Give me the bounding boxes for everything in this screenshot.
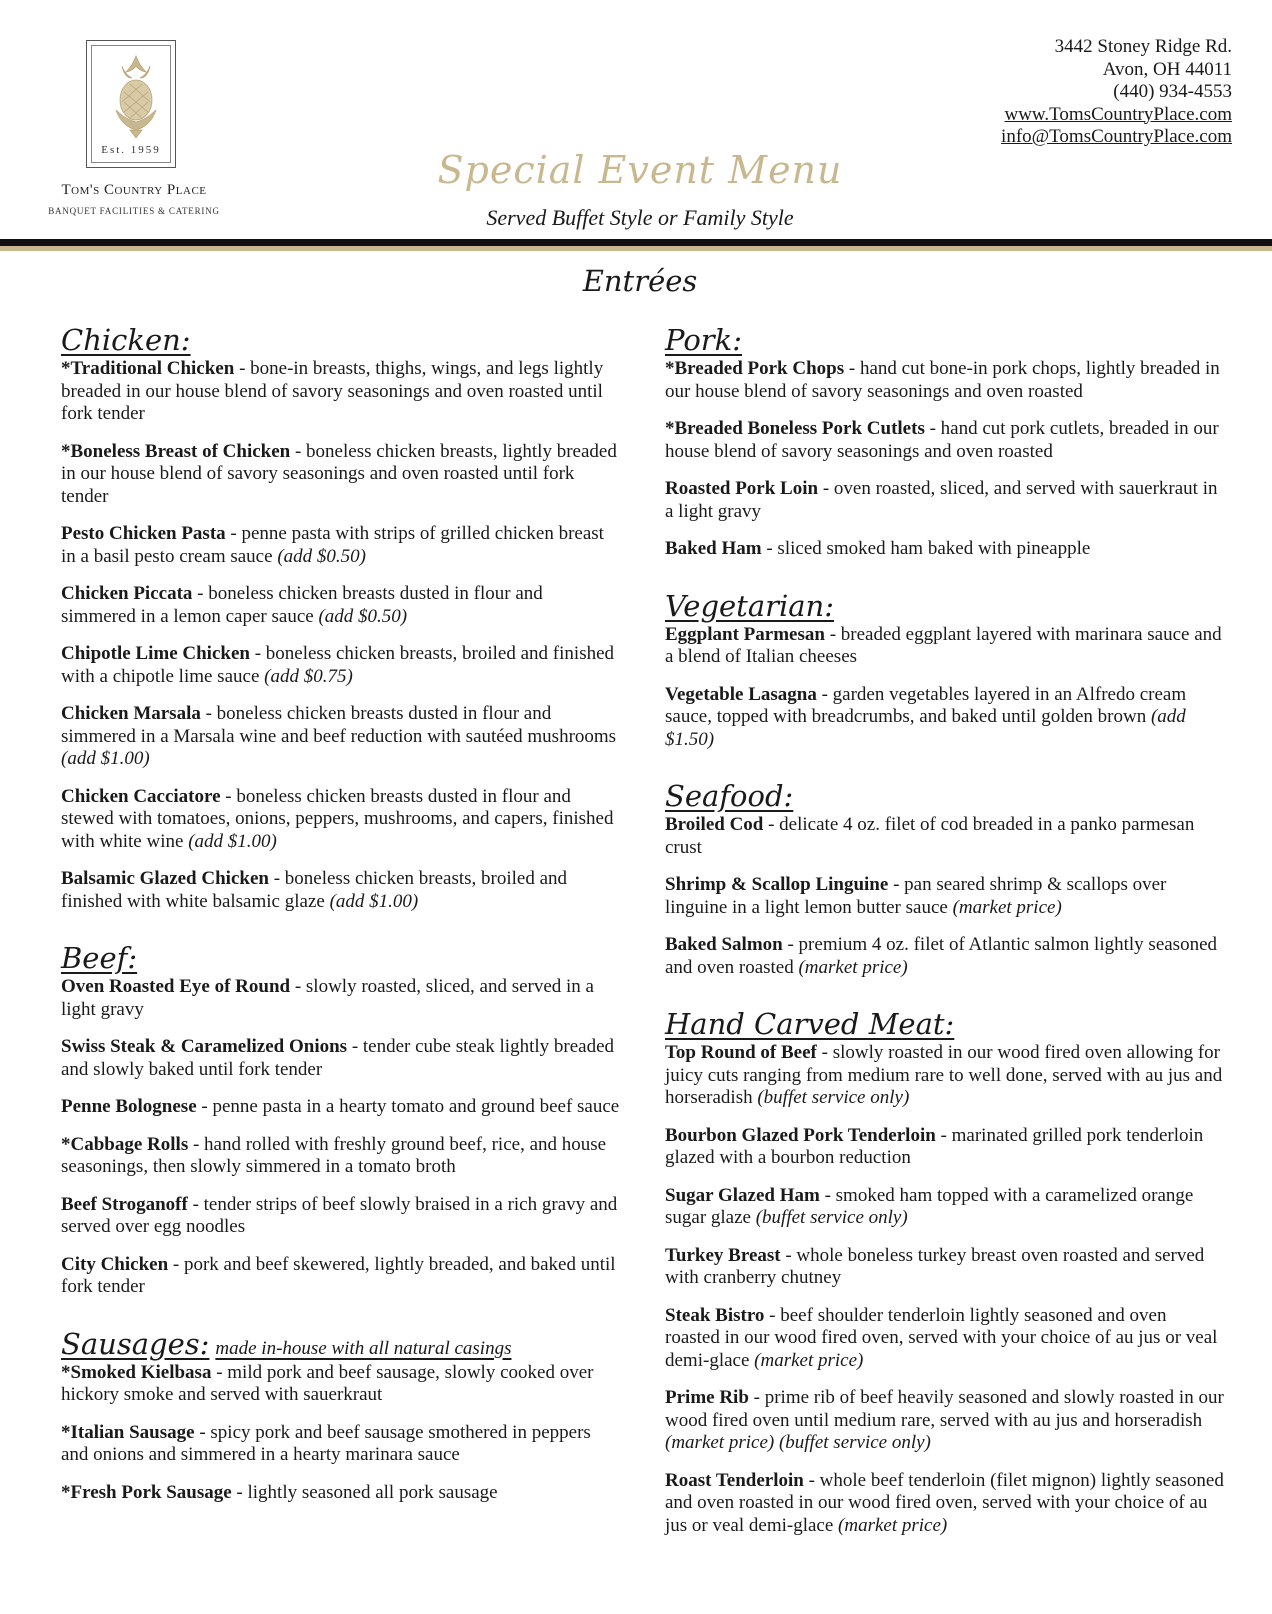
- menu-item-description: - pork and beef skewered, lightly breaded, and baked until fork tender: [61, 1253, 616, 1297]
- menu-item-description: - boneless chicken breasts, broiled and finished with white balsamic glaze: [61, 868, 568, 912]
- menu-item: [61, 1482, 621, 1505]
- section-beef: [61, 940, 621, 1299]
- menu-item-name: Penne Bolognese: [61, 1096, 197, 1117]
- menu-item-description: - delicate 4 oz. filet of cod breaded in a panko parmesan crust: [665, 814, 1195, 858]
- section-pork: [665, 322, 1225, 561]
- menu-item-name: Vegetable Lasagna: [665, 683, 817, 705]
- menu-item: [665, 1125, 1225, 1170]
- menu-item: [665, 874, 1225, 919]
- brand-subtitle: BANQUET FACILITIES & CATERING: [48, 206, 220, 216]
- menu-item-name: Roast Tenderloin: [665, 1469, 804, 1491]
- menu-item-name: Oven Roasted Eye of Round: [61, 976, 291, 997]
- menu-item-price-note: (market price) (buffet service only): [665, 1432, 931, 1453]
- menu-item-price-note: (add $0.75): [264, 665, 353, 687]
- menu-item-description: - hand cut pork cutlets, breaded in our house blend of savory seasonings and oven roasted: [665, 418, 1219, 462]
- menu-item-description: - slowly roasted, sliced, and served in a light gravy: [61, 976, 594, 1020]
- section-heading: Seafood:: [665, 779, 794, 813]
- menu-item: [61, 1096, 621, 1119]
- menu-item-description: - beef shoulder tenderloin lightly seasoned and oven roasted in our wood fired oven, served with your choice of au jus or veal demi-glace: [665, 1304, 1218, 1371]
- menu-item-price-note: (add $1.00): [329, 890, 419, 912]
- item-list: [665, 814, 1225, 979]
- item-list: [61, 358, 621, 913]
- menu-item-price-note: (add $0.50): [277, 545, 366, 567]
- menu-item-description: - tender strips of beef slowly braised in a rich gravy and served over egg noodles: [61, 1193, 618, 1237]
- menu-item-name: Chicken Marsala: [61, 703, 201, 724]
- menu-item: [665, 934, 1225, 979]
- menu-item-price-note: (market price): [952, 896, 1062, 918]
- menu-item-price-note: (buffet service only): [755, 1207, 908, 1228]
- menu-item-description: - boneless chicken breasts, broiled and finished with a chipotle lime sauce: [61, 643, 615, 687]
- menu-item-name: Eggplant Parmesan: [665, 623, 825, 645]
- menu-item-description: - oven roasted, sliced, and served with sauerkraut in a light gravy: [665, 478, 1218, 522]
- menu-item-price-note: (market price): [754, 1349, 864, 1371]
- phone-number: (440) 934-4553: [1113, 81, 1232, 102]
- item-list: [665, 1042, 1225, 1537]
- menu-item: [61, 1134, 621, 1179]
- menu-item-name: Baked Salmon: [665, 934, 783, 955]
- menu-item: [61, 523, 621, 568]
- menu-item: [61, 583, 621, 628]
- menu-item-name: Baked Ham: [665, 538, 762, 559]
- menu-item: [665, 1470, 1225, 1538]
- website-link[interactable]: www.TomsCountryPlace.com: [1004, 103, 1232, 125]
- section-hand-carved-meat: [665, 1006, 1225, 1537]
- menu-item-description: - hand rolled with freshly ground beef, rice, and house seasonings, then slowly simmered in a tomato broth: [61, 1133, 607, 1177]
- menu-item: [61, 786, 621, 854]
- menu-item-description: - whole beef tenderloin (filet mignon) lightly seasoned and oven roasted in our wood fired oven, served with your choice of au jus or veal demi-glace: [665, 1469, 1224, 1536]
- menu-item-name: Top Round of Beef: [665, 1042, 817, 1063]
- section-seafood: [665, 778, 1225, 979]
- menu-item-price-note: (add $1.00): [61, 748, 150, 769]
- right-column: [665, 322, 1225, 1552]
- menu-item-name: *Fresh Pork Sausage: [61, 1481, 232, 1503]
- menu-item: [665, 1245, 1225, 1290]
- menu-item-name: Roasted Pork Loin: [665, 478, 819, 499]
- brand-name: Tom's Country Place: [61, 182, 207, 198]
- menu-item-description: - hand cut bone-in pork chops, lightly breaded in our house blend of savory seasonings and oven roasted: [665, 358, 1220, 402]
- address-line-1: 3442 Stoney Ridge Rd.: [1054, 36, 1232, 57]
- menu-item-name: Beef Stroganoff: [61, 1193, 188, 1215]
- section-sausages: [61, 1326, 621, 1505]
- established-year: Est. 1959: [101, 144, 161, 156]
- menu-item-name: *Boneless Breast of Chicken: [61, 440, 291, 462]
- section-heading-text: Sausages:: [61, 1326, 210, 1361]
- item-list: [61, 1362, 621, 1505]
- menu-item-name: *Italian Sausage: [61, 1421, 195, 1443]
- logo-frame: [91, 45, 171, 163]
- menu-item: [61, 1362, 621, 1407]
- menu-item: [61, 358, 621, 426]
- section-heading: Chicken:: [61, 323, 191, 357]
- menu-item-name: Shrimp & Scallop Linguine: [665, 874, 889, 895]
- menu-item-price-note: (market price): [798, 956, 908, 978]
- item-list: [665, 358, 1225, 561]
- menu-item: [61, 703, 621, 771]
- section-vegetarian: [665, 588, 1225, 752]
- menu-item-price-note: (buffet service only): [757, 1087, 910, 1108]
- menu-item-description: - lightly seasoned all pork sausage: [231, 1481, 498, 1503]
- menu-item-description: - boneless chicken breasts dusted in flour and simmered in a lemon caper sauce: [61, 583, 543, 627]
- contact-block: [1001, 36, 1232, 149]
- menu-item-name: *Breaded Pork Chops: [665, 358, 845, 379]
- menu-item-price-note: (add $1.00): [188, 830, 277, 852]
- pineapple-icon: [100, 52, 172, 142]
- section-heading: Pork:: [665, 323, 743, 357]
- menu-item-description: - premium 4 oz. filet of Atlantic salmon lightly seasoned and oven roasted: [665, 934, 1218, 978]
- divider-gold: [0, 246, 1272, 251]
- menu-item: [61, 868, 621, 913]
- menu-item-description: - prime rib of beef heavily seasoned and slowly roasted in our wood fired oven until medium rare, served with au jus and horseradish: [665, 1387, 1224, 1431]
- item-list: [61, 976, 621, 1299]
- menu-item-name: Steak Bistro: [665, 1304, 765, 1326]
- menu-item-description: - whole boneless turkey breast oven roasted and served with cranberry chutney: [665, 1244, 1205, 1288]
- menu-item-name: Pesto Chicken Pasta: [61, 523, 226, 544]
- section-heading: [61, 1326, 621, 1362]
- divider-black: [0, 239, 1272, 246]
- address-line-2: Avon, OH 44011: [1102, 58, 1232, 80]
- menu-item-name: Chipotle Lime Chicken: [61, 643, 250, 664]
- section-chicken: [61, 322, 621, 913]
- menu-item-description: - smoked ham topped with a caramelized orange sugar glaze: [665, 1184, 1194, 1228]
- menu-item-description: - marinated grilled pork tenderloin glazed with a bourbon reduction: [665, 1124, 1204, 1168]
- menu-item-name: Swiss Steak & Caramelized Onions: [61, 1036, 348, 1057]
- left-column: [61, 322, 621, 1519]
- menu-item-description: - penne pasta with strips of grilled chicken breast in a basil pesto cream sauce: [61, 523, 604, 567]
- menu-item-description: - garden vegetables layered in an Alfredo cream sauce, topped with breadcrumbs, and baked until golden brown: [665, 683, 1187, 727]
- menu-item: [665, 1305, 1225, 1373]
- menu-item: [665, 478, 1225, 523]
- menu-item-description: - sliced smoked ham baked with pineapple: [761, 538, 1091, 559]
- menu-item: [61, 643, 621, 688]
- menu-item: [61, 1254, 621, 1299]
- menu-item: [665, 1387, 1225, 1455]
- menu-item-price-note: (add $1.50): [665, 706, 1186, 750]
- menu-item: [665, 684, 1225, 752]
- page-title: Special Event Menu: [437, 148, 843, 192]
- menu-item-price-note: (market price): [838, 1514, 948, 1536]
- menu-item: [665, 1042, 1225, 1110]
- menu-item-description: - penne pasta in a hearty tomato and ground beef sauce: [196, 1096, 620, 1117]
- menu-item-description: - spicy pork and beef sausage smothered in peppers and onions and simmered in a hearty marinara sauce: [61, 1421, 591, 1465]
- section-heading: Beef:: [61, 941, 138, 975]
- menu-item-name: City Chicken: [61, 1253, 169, 1275]
- menu-item-name: Prime Rib: [665, 1387, 749, 1408]
- menu-item: [61, 1194, 621, 1239]
- menu-item: [61, 1036, 621, 1081]
- menu-item: [665, 358, 1225, 403]
- menu-item-name: Sugar Glazed Ham: [665, 1184, 820, 1206]
- menu-item-name: Broiled Cod: [665, 814, 764, 835]
- menu-item-description: - slowly roasted in our wood fired oven allowing for juicy cuts ranging from medium rare to well done, served with au jus and horseradish: [665, 1042, 1223, 1108]
- section-heading: Vegetarian:: [665, 588, 834, 623]
- section-title-entrees: Entrées: [582, 264, 698, 298]
- menu-item-description: - bone-in breasts, thighs, wings, and legs lightly breaded in our house blend of savory seasonings and oven roasted until fork tender: [61, 358, 604, 424]
- menu-item: [61, 976, 621, 1021]
- menu-item: [665, 624, 1225, 669]
- menu-item-description: - mild pork and beef sausage, slowly cooked over hickory smoke and served with sauerkraut: [61, 1361, 594, 1405]
- menu-item-name: Balsamic Glazed Chicken: [61, 868, 269, 889]
- menu-item-name: *Breaded Boneless Pork Cutlets: [665, 418, 925, 439]
- menu-item: [665, 1185, 1225, 1230]
- section-note: made in-house with all natural casings: [215, 1337, 512, 1359]
- menu-item: [61, 1422, 621, 1467]
- menu-item-name: *Smoked Kielbasa: [61, 1361, 212, 1383]
- menu-item-name: *Cabbage Rolls: [61, 1133, 189, 1155]
- section-heading: Hand Carved Meat:: [665, 1007, 955, 1041]
- menu-item: [665, 418, 1225, 463]
- menu-item-name: Bourbon Glazed Pork Tenderloin: [665, 1124, 936, 1146]
- menu-item-price-note: (add $0.50): [318, 605, 408, 627]
- menu-item: [665, 814, 1225, 859]
- email-link[interactable]: info@TomsCountryPlace.com: [1001, 126, 1232, 147]
- menu-item-description: - breaded eggplant layered with marinara sauce and a blend of Italian cheeses: [665, 623, 1222, 667]
- menu-item-name: Chicken Piccata: [61, 583, 193, 604]
- menu-item: [665, 538, 1225, 561]
- menu-item-description: - tender cube steak lightly breaded and slowly baked until fork tender: [61, 1036, 615, 1080]
- menu-item-description: - boneless chicken breasts dusted in flour and stewed with tomatoes, onions, peppers, mushrooms, and capers, finished with white wine: [61, 785, 614, 852]
- menu-item: [61, 441, 621, 509]
- item-list: [665, 624, 1225, 752]
- menu-item-description: - pan seared shrimp & scallops over linguine in a light lemon butter sauce: [665, 874, 1167, 918]
- logo: [86, 40, 176, 168]
- menu-item-name: *Traditional Chicken: [61, 358, 235, 379]
- page-subtitle: Served Buffet Style or Family Style: [486, 205, 794, 230]
- menu-item-name: Chicken Cacciatore: [61, 785, 221, 807]
- menu-item-description: - boneless chicken breasts dusted in flour and simmered in a Marsala wine and beef reduction with sautéed mushrooms: [61, 703, 617, 747]
- menu-item-description: - boneless chicken breasts, lightly breaded in our house blend of savory seasonings and oven roasted until fork tender: [61, 440, 617, 507]
- menu-item-name: Turkey Breast: [665, 1244, 781, 1266]
